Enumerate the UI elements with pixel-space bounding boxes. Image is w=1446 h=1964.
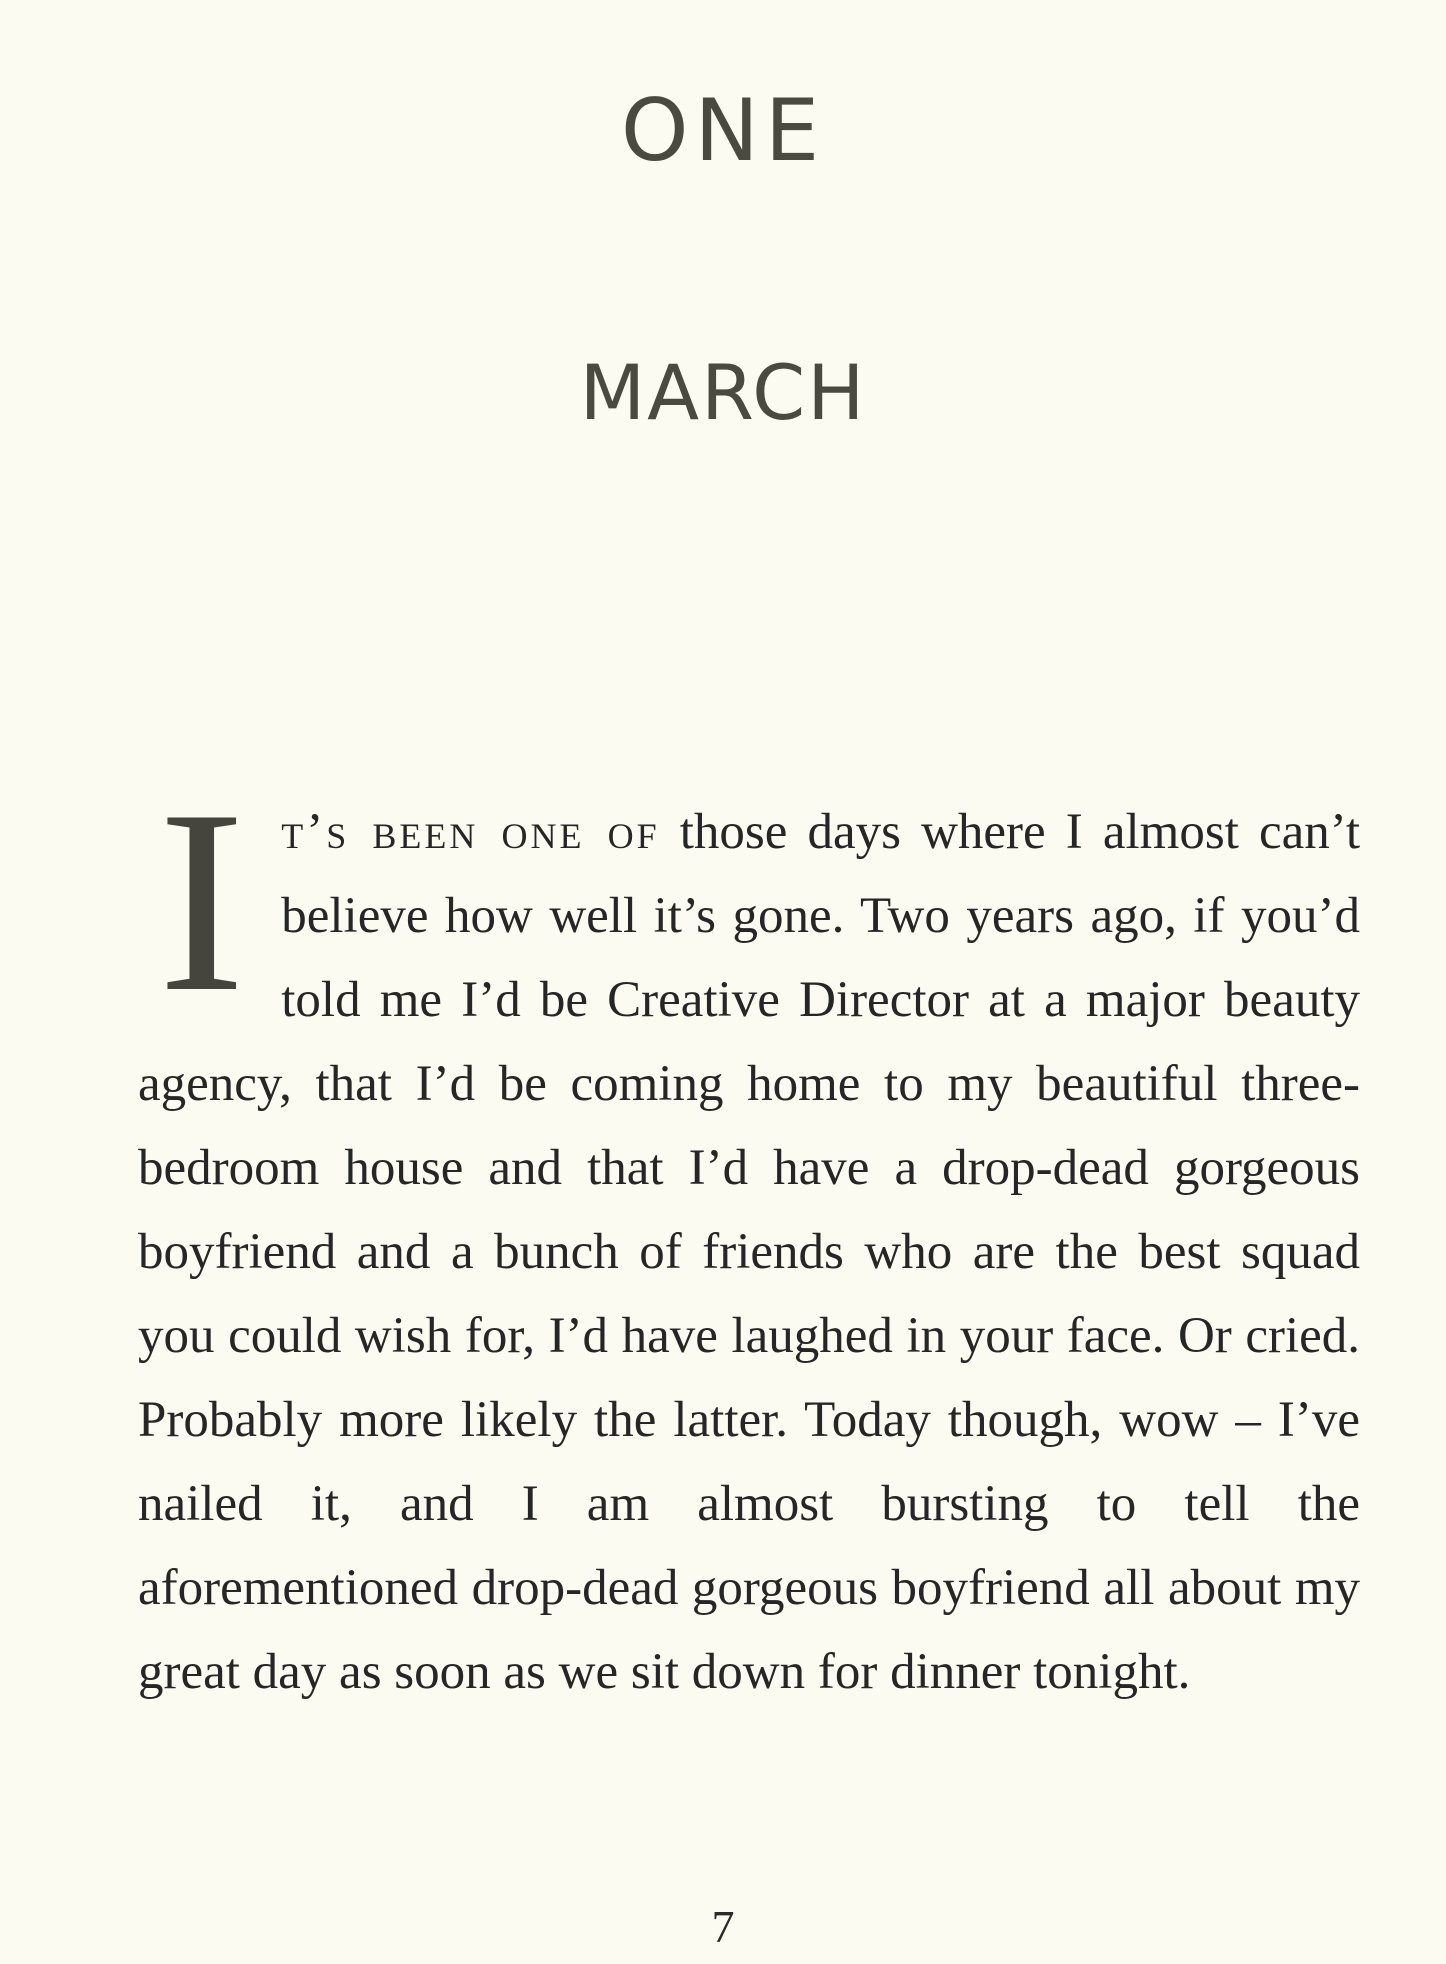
small-caps-lead: t’s been one of	[281, 804, 660, 860]
chapter-number: ONE	[620, 81, 826, 181]
page-number: 7	[711, 1901, 735, 1952]
paragraph-text: those days where I almost can’t believe how well it’s gone. Two years ago, if you’d told me I’d be Creative Director at a major beauty agency, that I’d be coming home to my beautiful three-bedroom house and that I’d have a drop-dead gorgeous boyfriend and a bunch of friends who are the best squad you could wish for, I’d have laughed in your face. Or cried. Probably more likely the latter. Today though, wow – I’ve nailed it, and I am almost bursting to tell the aforementioned drop-dead gorgeous boyfriend all about my great day as soon as we sit down for dinner tonight.	[138, 804, 1360, 1700]
drop-cap: I	[158, 756, 246, 1046]
body-paragraph	[138, 756, 1360, 1714]
chapter-title: MARCH	[579, 348, 867, 437]
